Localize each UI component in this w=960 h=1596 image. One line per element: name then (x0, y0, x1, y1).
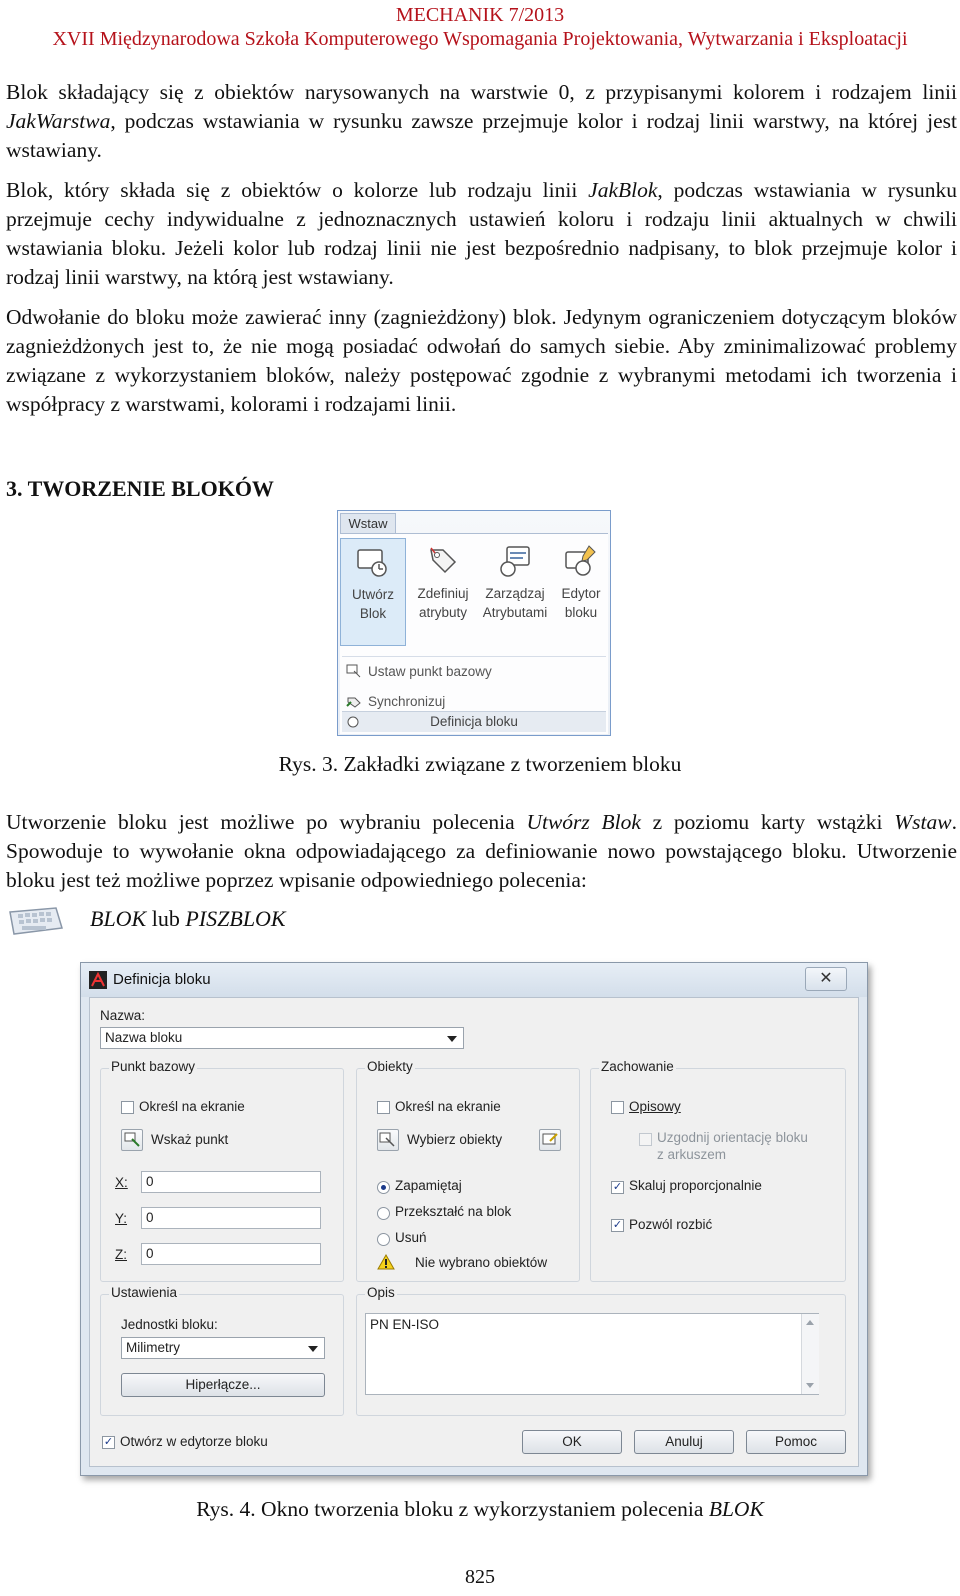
hyperlink-button[interactable]: Hiperłącze... (121, 1373, 325, 1397)
y-input[interactable]: 0 (141, 1207, 321, 1229)
ok-button[interactable]: OK (522, 1430, 622, 1454)
select-objects-icon (378, 1130, 398, 1150)
match-orientation-label-2: z arkuszem (657, 1147, 727, 1162)
ribbon-figure (337, 510, 611, 736)
figure-4-caption: Rys. 4. Okno tworzenia bloku z wykorzystaniem polecenia BLOK (196, 1497, 764, 1521)
convert-label: Przekształć na blok (395, 1204, 512, 1219)
objects-title: Obiekty (367, 1059, 413, 1074)
delete-label: Usuń (395, 1230, 427, 1245)
base-onscreen-checkbox[interactable] (121, 1101, 134, 1114)
x-input[interactable]: 0 (141, 1171, 321, 1193)
pick-point-button[interactable] (121, 1129, 143, 1151)
name-label: Nazwa: (100, 1008, 146, 1023)
description-title: Opis (367, 1285, 395, 1300)
block-editor-button[interactable]: Edytor bloku (548, 538, 614, 646)
quick-select-icon (540, 1130, 560, 1150)
define-attributes-button[interactable]: Zdefiniuj atrybuty (410, 538, 476, 646)
cancel-button[interactable]: Anuluj (634, 1430, 734, 1454)
retain-radio[interactable] (377, 1181, 390, 1194)
panel-icon (346, 715, 360, 729)
quick-select-button[interactable] (539, 1129, 561, 1151)
dialog-body (89, 997, 859, 1467)
paragraph-3: Odwołanie do bloku może zawierać inny (zagnieżdżony) blok. Jedynym ograniczeniem dotyczącym bloków zagnieżdżonych jest to, że nie mogą posiadać odwołań do samych siebie. Aby zminimalizować problemy związane z wykorzystaniem bloków, należy postępować zgodnie z wybranymi metodami ich tworzenia i współpracy z warstwami, kolorami i rodzajami linii. (6, 305, 957, 416)
scroll-up-icon[interactable] (806, 1320, 814, 1325)
pick-point-icon (122, 1130, 142, 1150)
warning-label: Nie wybrano obiektów (415, 1255, 548, 1270)
y-label: Y: (115, 1211, 128, 1226)
settings-title: Ustawienia (111, 1285, 178, 1300)
block-editor-icon (563, 544, 599, 580)
conference-header: XVII Międzynarodowa Szkoła Komputerowego Wspomagania Projektowania, Wytwarzania i Eksploatacji (52, 28, 908, 50)
behavior-title: Zachowanie (601, 1059, 674, 1074)
pick-point-label: Wskaż punkt (151, 1132, 229, 1147)
base-point-title: Punkt bazowy (111, 1059, 196, 1074)
synchronize-icon (346, 694, 362, 708)
settings-group (100, 1285, 344, 1416)
block-definition-dialog (80, 962, 868, 1476)
ribbon-panel-title: Definicja bloku (342, 711, 606, 732)
paragraph-4: Utworzenie bloku jest możliwe po wybraniu polecenia Utwórz Blok z poziomu karty wstążki Wstaw. Spowoduje to wywołanie okna odpowiadającego za definiowanie nowo powstającego bloku. Utworzenie bloku jest też możliwe poprzez wpisanie odpowiedniego polecenia: (6, 810, 957, 892)
create-block-icon (355, 545, 391, 581)
set-base-point-item[interactable]: Ustaw punkt bazowy (346, 664, 492, 679)
scroll-down-icon[interactable] (806, 1383, 814, 1388)
block-units-label: Jednostki bloku: (121, 1317, 218, 1332)
section-heading: 3. TWORZENIE BLOKÓW (6, 476, 274, 501)
objects-onscreen-checkbox[interactable] (377, 1101, 390, 1114)
manage-attributes-icon (497, 544, 533, 580)
behavior-group (590, 1059, 846, 1282)
paragraph-2: Blok, który składa się z obiektów o kolorze lub rodzaju linii JakBlok, podczas wstawiania w rysunku przejmuje cechy indywidualne z jednoznacznych ustawień koloru i rodzaju linii aktualnych w chwili wstawiania bloku. Jeżeli kolor lub rodzaj linii nie jest bezpośrednio nadpisany, to blok przejmuje kolor i rodzaj linii warstwy, na którą jest wstawiany. (6, 178, 957, 289)
scale-uniformly-label: Skaluj proporcjonalnie (629, 1178, 762, 1193)
base-point-group (100, 1059, 344, 1282)
chevron-down-icon (447, 1036, 457, 1042)
block-units-combo[interactable]: Milimetry (121, 1337, 325, 1359)
retain-label: Zapamiętaj (395, 1178, 462, 1193)
x-label: X: (115, 1175, 128, 1190)
tag-icon (425, 544, 461, 580)
match-orientation-checkbox[interactable] (639, 1133, 652, 1146)
z-label: Z: (115, 1247, 127, 1262)
open-in-editor-label: Otwórz w edytorze bloku (120, 1434, 268, 1449)
ribbon-separator (342, 656, 606, 657)
create-block-button[interactable]: Utwórz Blok (340, 538, 406, 646)
open-in-editor-checkbox[interactable]: ✓ (103, 1436, 114, 1448)
synchronize-item[interactable]: Synchronizuj (346, 694, 445, 709)
base-point-icon (346, 664, 362, 678)
match-orientation-label-1: Uzgodnij orientację bloku (657, 1130, 808, 1145)
description-scrollbar[interactable] (801, 1314, 819, 1394)
scale-uniformly-checkbox[interactable]: ✓ (612, 1181, 623, 1193)
figure-3-caption: Rys. 3. Zakładki związane z tworzeniem bloku (278, 752, 682, 776)
autocad-logo-icon (89, 971, 107, 989)
description-textarea[interactable]: PN EN-ISO (365, 1313, 819, 1395)
objects-onscreen-label: Określ na ekranie (395, 1099, 501, 1114)
chevron-down-icon (308, 1346, 318, 1352)
select-objects-button[interactable] (377, 1129, 399, 1151)
annotative-checkbox[interactable] (611, 1101, 624, 1114)
dialog-title: Definicja bloku (113, 971, 211, 988)
base-onscreen-label: Określ na ekranie (139, 1099, 245, 1114)
warning-icon (377, 1254, 395, 1270)
help-button[interactable]: Pomoc (746, 1430, 846, 1454)
ribbon-tab-wstaw[interactable]: Wstaw (340, 513, 396, 534)
paragraph-1: Blok składający się z obiektów narysowanych na warstwie 0, z przypisanymi kolorem i rodzajem linii JakWarstwa, podczas wstawiania w rysunku zawsze przejmuje kolor i rodzaj linii warstwy, na której jest wstawiany. (6, 80, 957, 162)
ribbon-panel (340, 533, 608, 734)
description-group (356, 1285, 846, 1416)
delete-radio[interactable] (377, 1233, 390, 1246)
command-line: BLOK lub PISZBLOK (90, 906, 286, 931)
page-number: 825 (465, 1566, 495, 1588)
objects-group (356, 1059, 580, 1282)
annotative-label: Opisowy (629, 1099, 681, 1114)
allow-explode-checkbox[interactable]: ✓ (612, 1219, 623, 1231)
z-input[interactable]: 0 (141, 1243, 321, 1265)
allow-explode-label: Pozwól rozbić (629, 1217, 713, 1232)
keyboard-icon (6, 906, 64, 941)
block-name-combo[interactable]: Nazwa bloku (100, 1027, 464, 1049)
dialog-titlebar (81, 963, 867, 997)
manage-attributes-button[interactable]: Zarządzaj Atrybutami (482, 538, 548, 646)
journal-header: MECHANIK 7/2013 (395, 4, 565, 26)
close-button[interactable]: ✕ (805, 967, 847, 991)
select-objects-label: Wybierz obiekty (407, 1132, 503, 1147)
convert-radio[interactable] (377, 1207, 390, 1220)
